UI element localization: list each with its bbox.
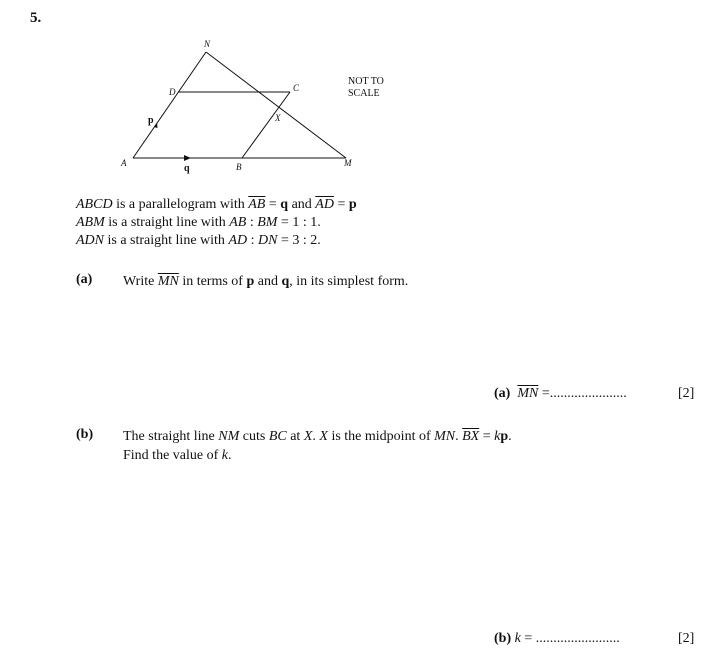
label-vector-q: q (184, 163, 190, 174)
text-segment: The straight line (123, 429, 219, 444)
segment-mn-label: MN (434, 429, 456, 444)
answer-label: (b) (494, 631, 515, 646)
vector-p-symbol: p (500, 429, 509, 444)
text-segment: Find the value of (123, 448, 222, 463)
vector-p-symbol: p (246, 274, 255, 289)
text-segment: = (265, 197, 281, 212)
part-b-question-line-2 (123, 446, 231, 465)
point-x-label: X (319, 429, 328, 444)
label-B: B (236, 162, 242, 172)
k-symbol: k (221, 448, 228, 463)
text-segment: = 3 : 2. (277, 233, 321, 248)
answer-label: (a) (494, 386, 511, 401)
vector-ab: $\overline{AB}$ (248, 197, 266, 212)
text-segment: . (227, 448, 232, 463)
text-segment: = 1 : 1. (277, 215, 321, 230)
ratio-rhs: DN (258, 233, 278, 248)
abm-label: ABM (76, 215, 105, 230)
text-segment: : (247, 233, 258, 248)
scale-note-line1: NOT TO (348, 76, 384, 87)
line-AN (133, 52, 206, 158)
point-x-label: X (303, 429, 313, 444)
text-segment: = (333, 197, 349, 212)
text-segment: at (286, 429, 304, 444)
statement-line-2 (76, 214, 321, 232)
statement-line-3 (76, 232, 321, 250)
adn-label: ADN (76, 233, 104, 248)
text-segment: is a straight line with (104, 233, 229, 248)
vector-q-symbol: q (281, 274, 290, 289)
answer-blank[interactable]: ........................ (535, 631, 620, 646)
vector-bx: $\overline{BX}$ (462, 429, 480, 444)
line-nm-label: NM (218, 429, 240, 444)
label-A: A (121, 158, 127, 168)
text-segment: and (254, 274, 282, 289)
line-bc-label: BC (268, 429, 287, 444)
label-C: C (293, 83, 300, 93)
text-segment: , in its simplest form. (289, 274, 409, 289)
k-symbol: k (494, 429, 501, 444)
part-a-marks: [2] (678, 386, 695, 401)
line-NM (206, 52, 346, 158)
text-segment: in terms of (178, 274, 247, 289)
text-segment: = (479, 429, 495, 444)
part-b-label: (b) (76, 427, 94, 442)
parallelogram-diagram (0, 0, 715, 200)
part-b-marks: [2] (678, 631, 695, 646)
part-a-question (123, 272, 408, 291)
label-N: N (204, 39, 211, 49)
vector-mn: $\overline{MN}$ (517, 386, 539, 401)
vector-mn: $\overline{MN}$ (157, 274, 179, 289)
text-segment: and (288, 197, 316, 212)
part-b-answer-line (494, 631, 620, 647)
ratio-lhs: AB (229, 215, 247, 230)
equals-sign: = (520, 631, 536, 646)
label-D: D (169, 87, 176, 97)
answer-blank[interactable]: ...................... (549, 386, 627, 401)
text-segment: . (508, 429, 512, 444)
ratio-rhs: BM (257, 215, 278, 230)
text-segment: is a parallelogram with (112, 197, 249, 212)
label-M: M (344, 158, 352, 168)
line-BC (242, 92, 290, 158)
vector-q-symbol: q (280, 197, 289, 212)
scale-note-line2: SCALE (348, 88, 380, 99)
statement-line-1 (76, 196, 357, 214)
abcd-label: ABCD (76, 197, 113, 212)
part-b-question-line-1 (123, 427, 512, 446)
text-segment: . (455, 429, 463, 444)
equals-sign: = (538, 386, 550, 401)
vector-ad: $\overline{AD}$ (315, 197, 334, 212)
k-symbol: k (514, 631, 521, 646)
text-segment: cuts (239, 429, 269, 444)
arrow-q (184, 155, 191, 161)
vector-p-symbol: p (348, 197, 357, 212)
text-segment: is a straight line with (104, 215, 230, 230)
part-a-answer-line (494, 386, 627, 402)
part-a-label: (a) (76, 272, 93, 287)
label-vector-p: p (148, 115, 154, 126)
text-segment: . (312, 429, 320, 444)
text-segment: : (246, 215, 258, 230)
text-segment: is the midpoint of (327, 429, 435, 444)
ratio-lhs: AD (228, 233, 248, 248)
question-number: 5. (30, 10, 42, 26)
label-X: X (275, 113, 281, 123)
text-segment: Write (123, 274, 158, 289)
